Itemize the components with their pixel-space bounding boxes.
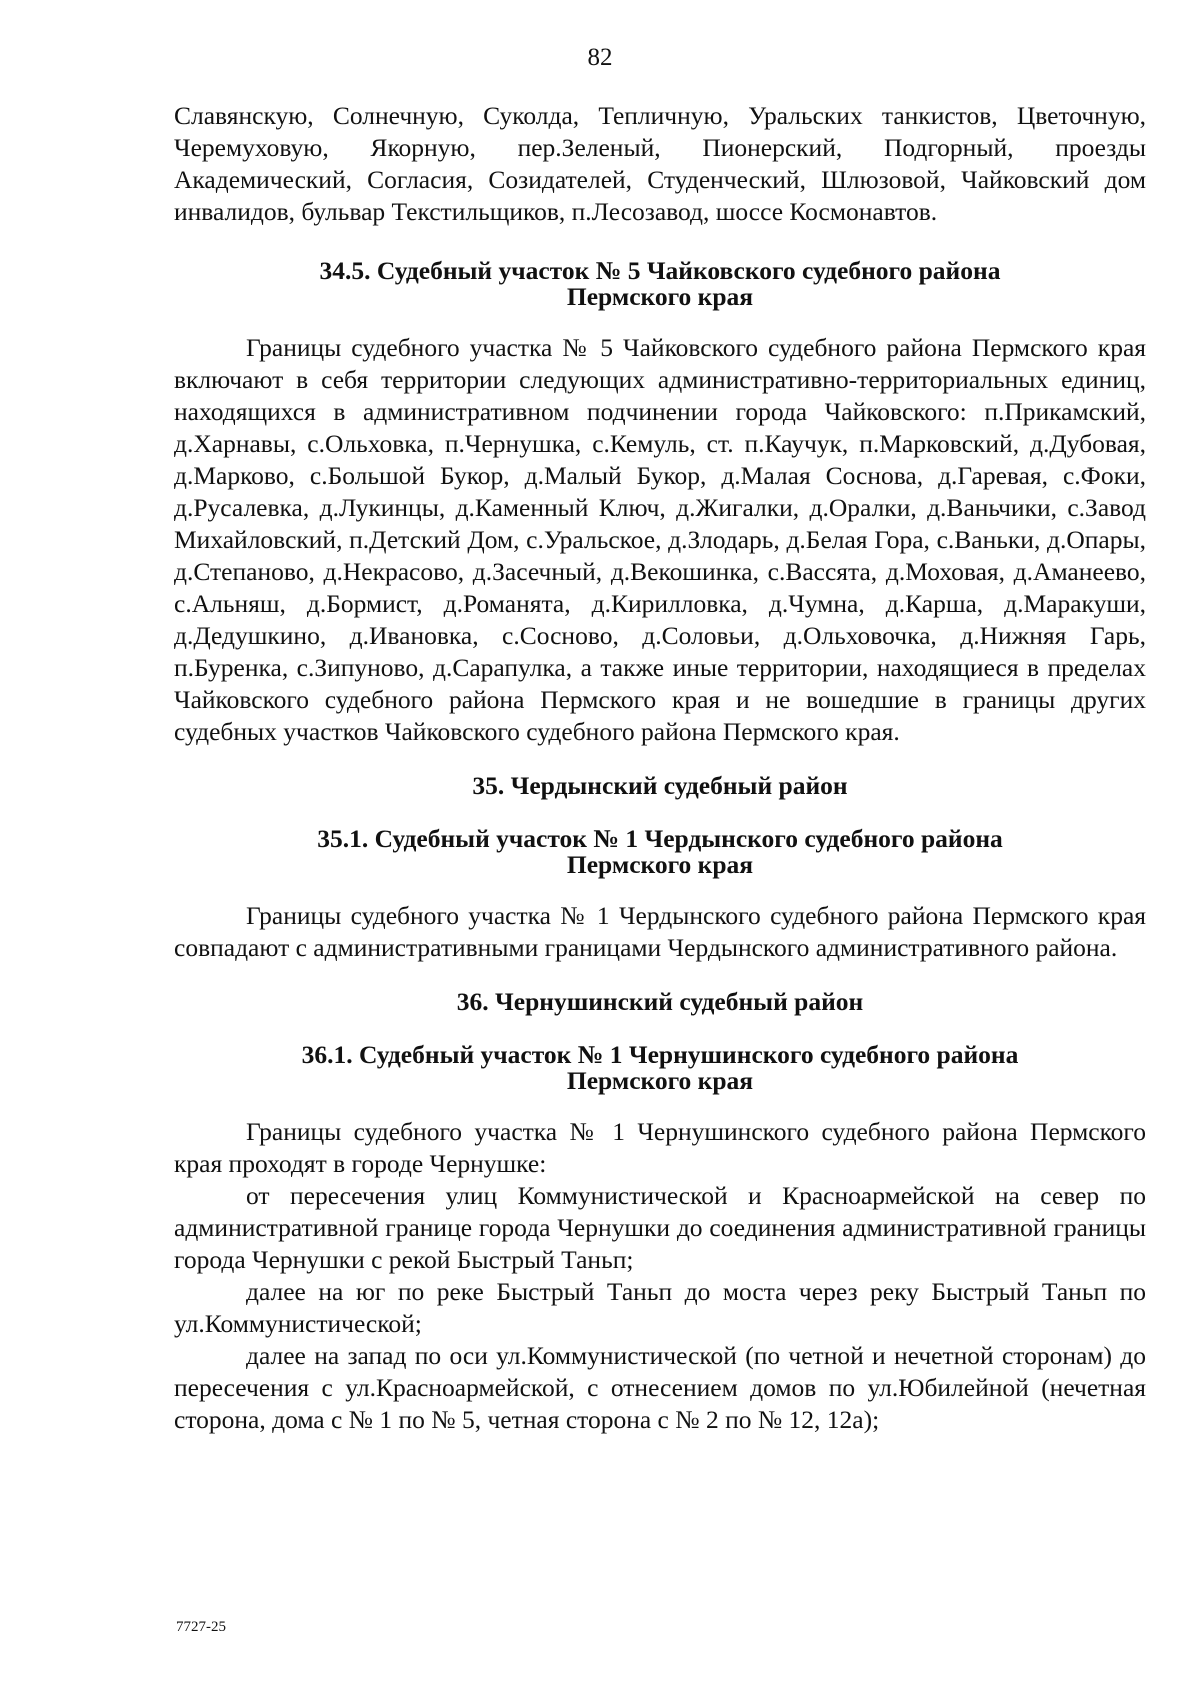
page-number: 82	[587, 44, 613, 71]
section-36-1-paragraph-4: далее на запад по оси ул.Коммунистической (по четной и нечетной сторонам) до пересечения с ул.Красноармейской, с отнесением домов по ул.Юбилейной (нечетная сторона, дома с № 1 по № 5, четная сторона с № 2 по № 12, 12а);	[174, 1341, 1146, 1434]
section-35-heading: 35. Чердынский судебный район	[472, 771, 848, 800]
intro-paragraph: Славянскую, Солнечную, Суколда, Тепличную, Уральских танкистов, Цветочную, Черемуховую, Якорную, пер.Зеленый, Пионерский, Подгорный, проезды Академический, Согласия, Созидателей, Студенческий, Шлюзовой, Чайковский дом инвалидов, бульвар Текстильщиков, п.Лесозавод, шоссе Космонавтов.	[174, 101, 1146, 226]
section-36-1-paragraph-1: Границы судебного участка № 1 Чернушинского судебного района Пермского края проходят в городе Чернушке:	[174, 1117, 1146, 1178]
section-35-1-heading-line1: 35.1. Судебный участок № 1 Чердынского судебного района	[317, 824, 1003, 853]
section-35-1-heading-line2: Пермского края	[566, 850, 754, 879]
section-36-1-paragraph-3: далее на юг по реке Быстрый Таньп до моста через реку Быстрый Таньп по ул.Коммунистической;	[174, 1277, 1146, 1338]
section-36-1-heading-line1: 36.1. Судебный участок № 1 Чернушинского судебного района	[301, 1040, 1019, 1069]
document-footer-code: 7727-25	[176, 1619, 226, 1635]
page-content	[174, 100, 1146, 1436]
section-36-1-paragraph-2: от пересечения улиц Коммунистической и Красноармейской на север по административной границе города Чернушки до соединения административной границы города Чернушки с рекой Быстрый Таньп;	[174, 1181, 1146, 1274]
section-34-5-heading-line2: Пермского края	[566, 282, 754, 311]
section-34-5-heading-line1: 34.5. Судебный участок № 5 Чайковского судебного района	[319, 256, 1001, 285]
section-36-1-heading-line2: Пермского края	[566, 1066, 754, 1095]
section-34-5-text: Границы судебного участка № 5 Чайковского судебного района Пермского края включают в себя территории следующих административно-территориальных единиц, находящихся в административном подчинении города Чайковского: п.Прикамский, д.Харнавы, с.Ольховка, п.Чернушка, с.Кемуль, ст. п.Каучук, п.Марковский, д.Дубовая, д.Марково, с.Большой Букор, д.Малый Букор, д.Малая Соснова, д.Гаревая, с.Фоки, д.Русалевка, д.Лукинцы, д.Каменный Ключ, д.Жигалки, д.Оралки, д.Ваньчики, с.Завод Михайловский, п.Детский Дом, с.Уральское, д.Злодарь, д.Белая Гора, с.Ваньки, д.Опары, д.Степаново, д.Некрасово, д.Засечный, д.Векошинка, с.Вассята, д.Моховая, д.Аманеево, с.Альняш, д.Бормист, д.Романята, д.Кирилловка, д.Чумна, д.Карша, д.Маракуши, д.Дедушкино, д.Ивановка, с.Сосново, д.Соловьи, д.Ольховочка, д.Нижняя Гарь, п.Буренка, с.Зипуново, д.Сарапулка, а также иные территории, находящиеся в пределах Чайковского судебного района Пермского края и не вошедшие в границы других судебных участков Чайковского судебного района Пермского края.	[174, 333, 1146, 746]
section-35-1-text: Границы судебного участка № 1 Чердынского судебного района Пермского края совпадают с административными границами Чердынского административного района.	[174, 901, 1146, 962]
section-36-heading: 36. Чернушинский судебный район	[456, 987, 864, 1016]
